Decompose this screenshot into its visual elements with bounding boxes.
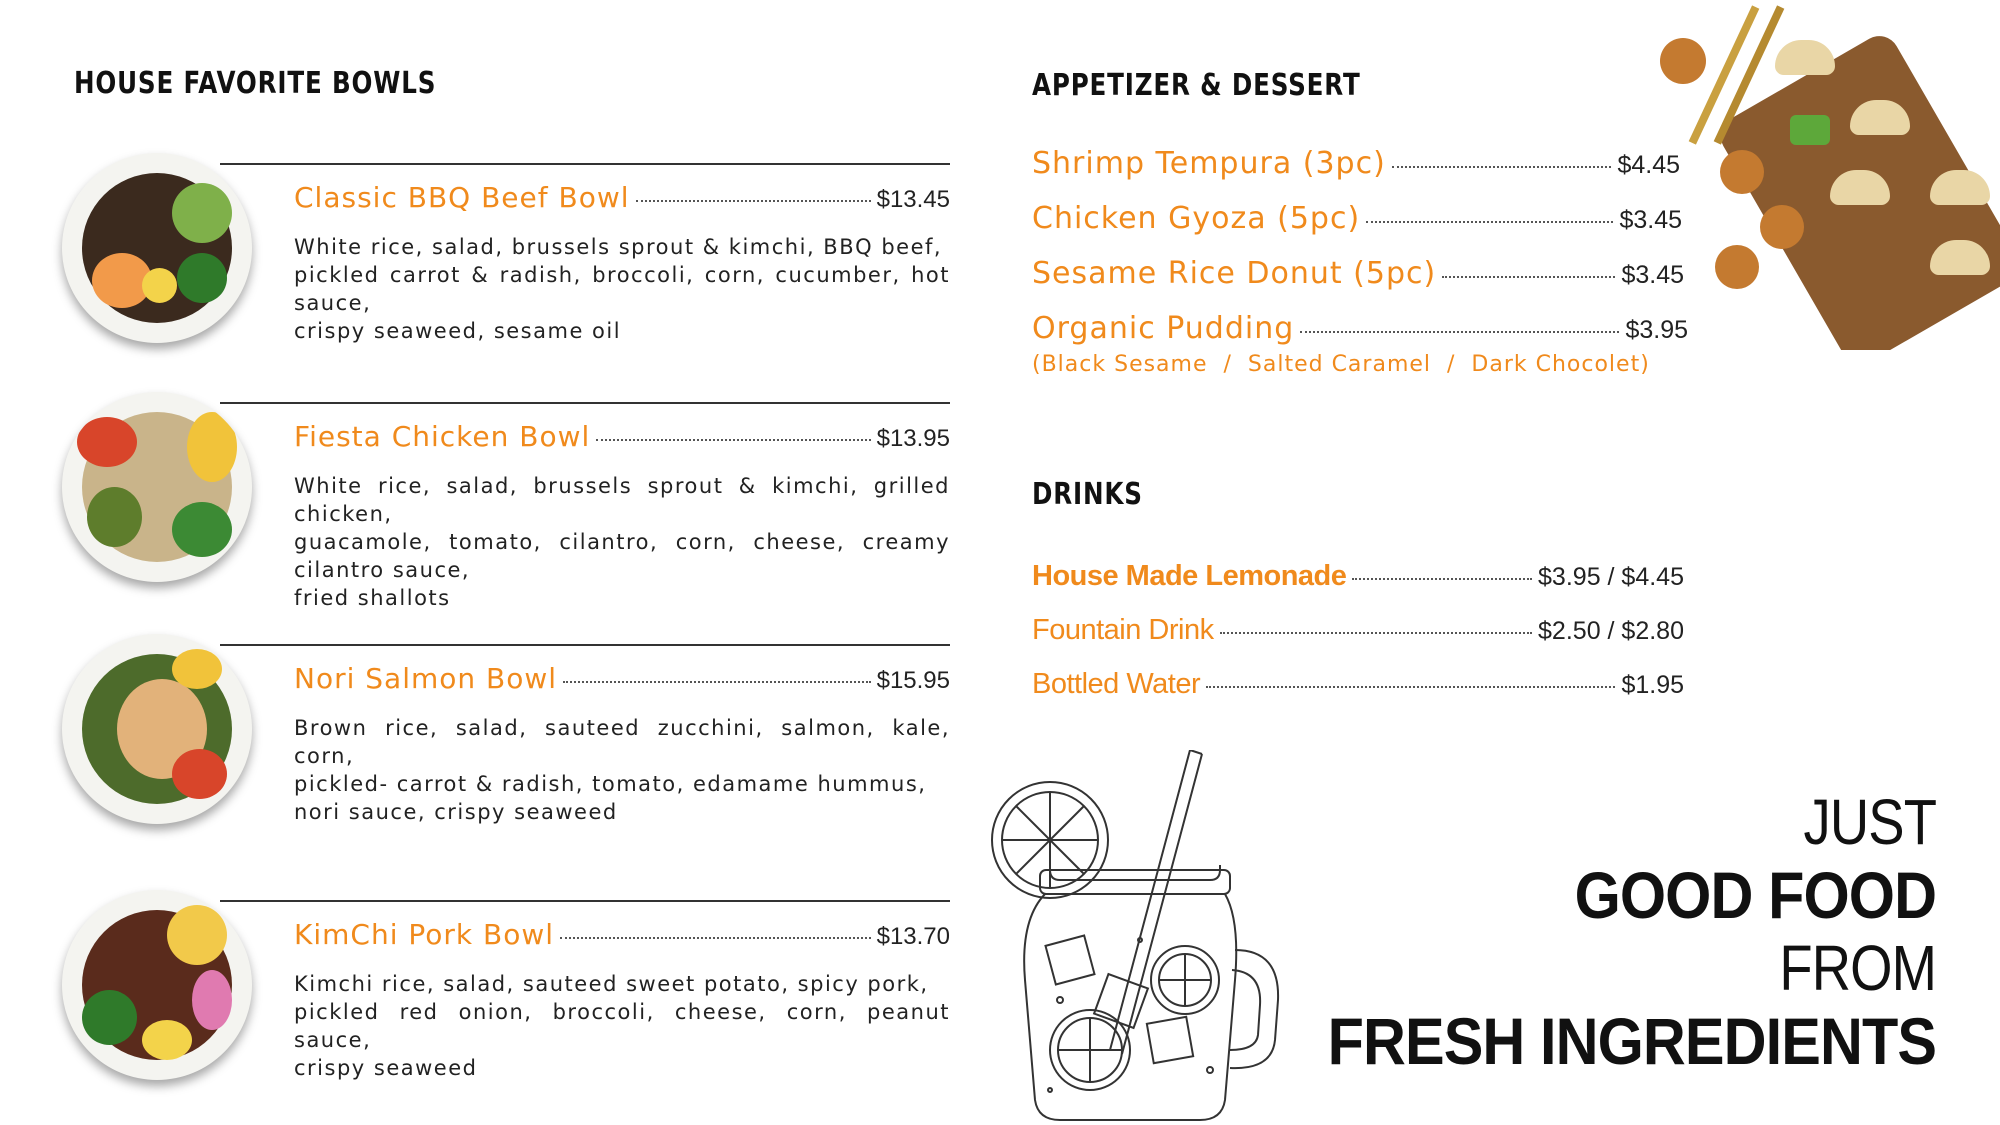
- item-name: Bottled Water: [1032, 668, 1201, 700]
- item-description: White rice, salad, brussels sprout & kimchi, grilled chicken, guacamole, tomato, cilantro, corn, cheese, creamy cilantro sauce, fried shallots: [294, 474, 950, 610]
- menu-item-kimchi-pork-bowl[interactable]: [0, 900, 960, 1100]
- bbq-beef-bowl-photo: [62, 153, 252, 343]
- item-price: $13.70: [876, 923, 950, 950]
- leader-dots: [1442, 276, 1615, 278]
- menu-item-sesame-rice-donut[interactable]: [1032, 256, 1684, 291]
- item-name: Fountain Drink: [1032, 614, 1214, 646]
- kimchi-pork-bowl-photo: [62, 890, 252, 1080]
- menu-item-chicken-gyoza[interactable]: [1032, 201, 1682, 236]
- menu-item-nori-salmon-bowl[interactable]: [0, 644, 960, 844]
- item-name: Shrimp Tempura (3pc): [1032, 146, 1386, 181]
- item-name: Classic BBQ Beef Bowl: [294, 181, 630, 214]
- leader-dots: [1392, 166, 1612, 168]
- item-price: $2.50 / $2.80: [1538, 617, 1684, 645]
- item-description: Brown rice, salad, sauteed zucchini, salmon, kale, corn, pickled- carrot & radish, tomato, edamame hummus, nori sauce, crispy seaweed: [294, 716, 950, 824]
- item-name: Chicken Gyoza (5pc): [1032, 201, 1361, 236]
- slogan: [1260, 786, 1936, 1078]
- menu-item-fiesta-chicken-bowl[interactable]: [0, 402, 960, 610]
- slogan-line-4: FRESH INGREDIENTS: [1327, 1004, 1936, 1078]
- leader-dots: [560, 937, 871, 939]
- leader-dots: [1206, 686, 1615, 688]
- item-price: $13.95: [876, 425, 950, 452]
- item-price: $3.45: [1621, 261, 1684, 289]
- leader-dots: [636, 200, 871, 202]
- leader-dots: [563, 681, 871, 683]
- item-name: Fiesta Chicken Bowl: [294, 420, 591, 453]
- slogan-line-2: GOOD FOOD: [1574, 858, 1936, 932]
- slogan-line-3: FROM: [1779, 932, 1936, 1004]
- divider: [220, 402, 950, 404]
- menu-item-shrimp-tempura[interactable]: [1032, 146, 1680, 181]
- item-price: $4.45: [1617, 151, 1680, 179]
- menu-item-house-made-lemonade[interactable]: [1032, 560, 1684, 593]
- menu-item-fountain-drink[interactable]: [1032, 614, 1684, 647]
- item-price: $3.45: [1619, 206, 1682, 234]
- item-name: House Made Lemonade: [1032, 560, 1347, 592]
- item-price: $13.45: [876, 186, 950, 213]
- menu-item-bbq-beef-bowl[interactable]: [0, 163, 960, 363]
- item-price: $1.95: [1621, 671, 1684, 699]
- slogan-line-1: JUST: [1803, 786, 1936, 858]
- divider: [220, 644, 950, 646]
- fiesta-chicken-bowl-photo: [62, 392, 252, 582]
- item-price: $15.95: [876, 667, 950, 694]
- menu-item-bottled-water[interactable]: [1032, 668, 1684, 701]
- item-price: $3.95: [1625, 316, 1688, 344]
- leader-dots: [1300, 331, 1619, 333]
- pudding-flavors: (Black Sesame / Salted Caramel / Dark Chocolet): [1032, 352, 1650, 377]
- item-description: White rice, salad, brussels sprout & kimchi, BBQ beef, pickled carrot & radish, broccoli, corn, cucumber, hot sauce, crispy seaweed, sesame oil: [294, 235, 950, 343]
- menu-item-organic-pudding[interactable]: [1032, 311, 1688, 346]
- item-price: $3.95 / $4.45: [1538, 563, 1684, 591]
- leader-dots: [1366, 221, 1613, 223]
- item-name: KimChi Pork Bowl: [294, 918, 555, 951]
- gyoza-board-photo: [1650, 0, 2000, 350]
- bowls-section-title: HOUSE FAVORITE BOWLS: [74, 66, 437, 101]
- appetizer-section-title: APPETIZER & DESSERT: [1032, 68, 1361, 103]
- lemonade-jar-sketch: [980, 750, 1300, 1125]
- leader-dots: [1352, 578, 1532, 580]
- leader-dots: [596, 439, 870, 441]
- item-description: Kimchi rice, salad, sauteed sweet potato, spicy pork, pickled red onion, broccoli, cheese, corn, peanut sauce, crispy seaweed: [294, 972, 950, 1080]
- leader-dots: [1220, 632, 1532, 634]
- nori-salmon-bowl-photo: [62, 634, 252, 824]
- item-name: Nori Salmon Bowl: [294, 662, 558, 695]
- divider: [220, 163, 950, 165]
- divider: [220, 900, 950, 902]
- drinks-section-title: DRINKS: [1032, 477, 1143, 512]
- item-name: Sesame Rice Donut (5pc): [1032, 256, 1437, 291]
- item-name: Organic Pudding: [1032, 311, 1295, 346]
